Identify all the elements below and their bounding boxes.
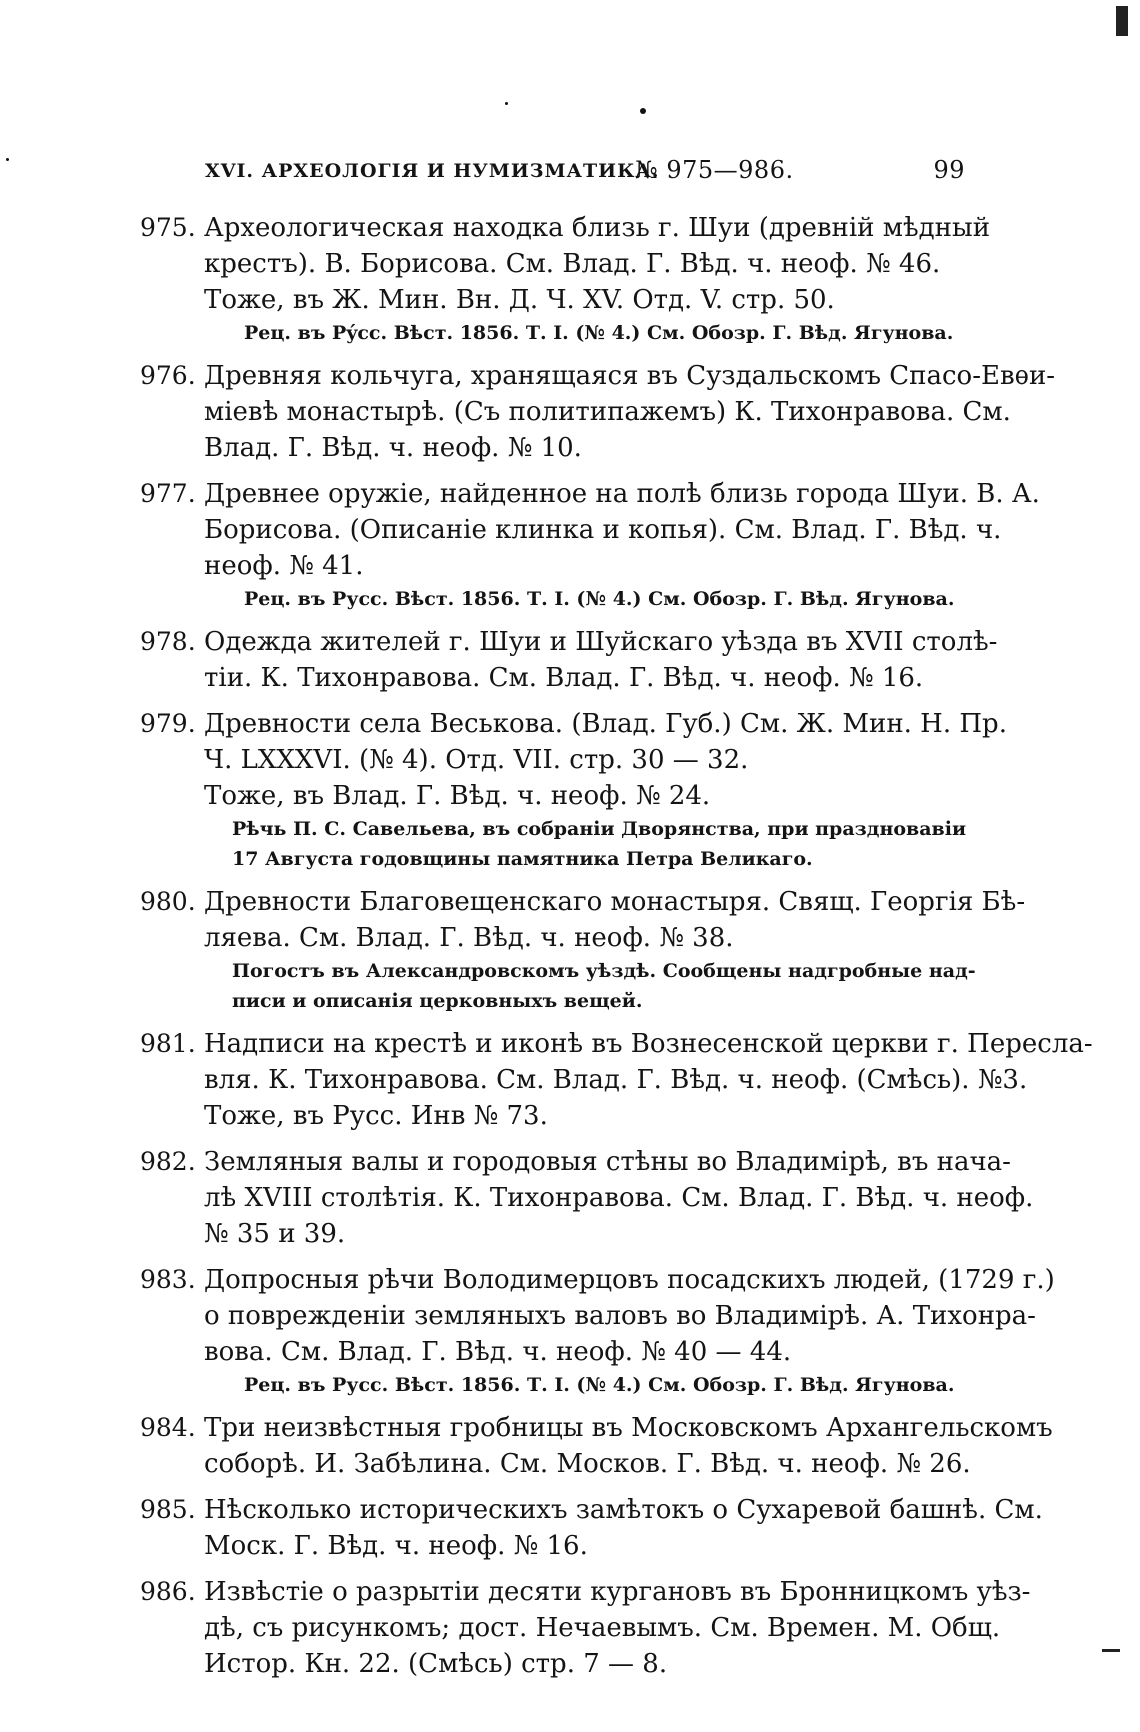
entry-text bbox=[204, 1144, 1034, 1252]
entry-number: 984. bbox=[140, 1413, 196, 1442]
entry-line: ляева. См. Влад. Г. Вѣд. ч. неоф. № 38. bbox=[204, 923, 734, 953]
bibliography-entry bbox=[140, 210, 991, 348]
entry-number: 980. bbox=[140, 887, 196, 916]
entry-line: Древности села Веськова. (Влад. Губ.) См. Ж. Мин. Н. Пр. bbox=[204, 709, 1007, 739]
bibliography-entry bbox=[140, 1026, 1093, 1134]
bibliography-entry bbox=[140, 1574, 1031, 1682]
note-line: Погостъ въ Александровскомъ уѣздѣ. Сообщены надгробные над- bbox=[232, 960, 976, 982]
entry-line: неоф. № 41. bbox=[204, 551, 364, 581]
entry-line: соборѣ. И. Забѣлина. См. Москов. Г. Вѣд. ч. неоф. № 26. bbox=[204, 1449, 971, 1479]
entry-note bbox=[204, 584, 975, 614]
entry-text bbox=[204, 1492, 1043, 1564]
entry-line: Древняя кольчуга, хранящаяся въ Суздальскомъ Спасо-Евѳи- bbox=[204, 361, 1056, 391]
running-header bbox=[205, 156, 965, 192]
entry-number: 976. bbox=[140, 361, 196, 390]
entry-note bbox=[204, 814, 975, 874]
entry-text bbox=[204, 1262, 1055, 1370]
entry-line: Тоже, въ Ж. Мин. Вн. Д. Ч. XV. Отд. V. стр. 50. bbox=[204, 285, 835, 315]
entry-number: 978. bbox=[140, 627, 196, 656]
entry-note bbox=[204, 318, 975, 348]
entry-text bbox=[204, 624, 998, 696]
entry-line: Археологическая находка близь г. Шуи (древній мѣдный bbox=[204, 213, 991, 243]
entry-line: Моск. Г. Вѣд. ч. неоф. № 16. bbox=[204, 1531, 588, 1561]
section-title: XVI. АРХЕОЛОГІЯ И НУМИЗМАТИКА. bbox=[205, 160, 660, 182]
page-number: 99 bbox=[933, 156, 965, 184]
scan-artifact bbox=[1102, 1649, 1120, 1652]
ink-speck bbox=[505, 102, 508, 105]
entry-text bbox=[204, 706, 1007, 814]
entry-line: тіи. К. Тихонравова. См. Влад. Г. Вѣд. ч. неоф. № 16. bbox=[204, 663, 924, 693]
entry-line: Тоже, въ Влад. Г. Вѣд. ч. неоф. № 24. bbox=[204, 781, 711, 811]
bibliography-entry bbox=[140, 1144, 1034, 1252]
entry-line: о поврежденіи земляныхъ валовъ во Владимірѣ. А. Тихонра- bbox=[204, 1301, 1036, 1331]
note-line: Рец. въ Русс. Вѣст. 1856. Т. I. (№ 4.) См. Обозр. Г. Вѣд. Ягунова. bbox=[244, 588, 955, 610]
entry-text bbox=[204, 358, 1056, 466]
entry-text bbox=[204, 210, 991, 318]
entry-line: Влад. Г. Вѣд. ч. неоф. № 10. bbox=[204, 433, 582, 463]
entry-text bbox=[204, 1574, 1031, 1682]
entry-number: 977. bbox=[140, 479, 196, 508]
bibliography-entry bbox=[140, 1262, 1055, 1400]
bibliography-entry bbox=[140, 1492, 1043, 1564]
entry-number: 975. bbox=[140, 213, 196, 242]
entry-line: лѣ XVIII столѣтія. К. Тихонравова. См. Влад. Г. Вѣд. ч. неоф. bbox=[204, 1183, 1034, 1213]
entry-line: Надписи на крестѣ и иконѣ въ Вознесенской церкви г. Пересла- bbox=[204, 1029, 1093, 1059]
entry-text bbox=[204, 1410, 1053, 1482]
entry-number: 981. bbox=[140, 1029, 196, 1058]
note-line: Рец. въ Русс. Вѣст. 1856. Т. I. (№ 4.) См. Обозр. Г. Вѣд. Ягунова. bbox=[244, 1374, 955, 1396]
note-line: Рѣчь П. С. Савельева, въ собраніи Дворянства, при праздновавіи bbox=[232, 818, 967, 840]
entry-text bbox=[204, 884, 1026, 956]
bibliography-entry bbox=[140, 358, 1056, 466]
entry-note bbox=[204, 1370, 975, 1400]
entry-line: Нѣсколько историческихъ замѣтокъ о Сухаревой башнѣ. См. bbox=[204, 1495, 1043, 1525]
entry-number: 983. bbox=[140, 1265, 196, 1294]
entry-line: Три неизвѣстныя гробницы въ Московскомъ Архангельскомъ bbox=[204, 1413, 1053, 1443]
entry-number: 986. bbox=[140, 1577, 196, 1606]
entry-line: № 35 и 39. bbox=[204, 1219, 346, 1249]
entry-line: Тоже, въ Русс. Инв № 73. bbox=[204, 1101, 548, 1131]
entry-line: Борисова. (Описаніе клинка и копья). См. Влад. Г. Вѣд. ч. bbox=[204, 515, 1002, 545]
scan-artifact bbox=[1116, 6, 1128, 36]
entry-text bbox=[204, 476, 1040, 584]
bibliography-entry bbox=[140, 884, 1026, 1016]
entry-number: 979. bbox=[140, 709, 196, 738]
bibliography-entry bbox=[140, 1410, 1053, 1482]
entry-line: Извѣстіе о разрытіи десяти кургановъ въ Бронницкомъ уѣз- bbox=[204, 1577, 1031, 1607]
entry-line: вля. К. Тихонравова. См. Влад. Г. Вѣд. ч. неоф. (Смѣсь). №3. bbox=[204, 1065, 1028, 1095]
note-line: писи и описанія церковныхъ вещей. bbox=[232, 990, 643, 1012]
entry-line: міевѣ монастырѣ. (Съ политипажемъ) К. Тихонравова. См. bbox=[204, 397, 1011, 427]
bibliography-entry bbox=[140, 476, 1040, 614]
ink-speck bbox=[640, 108, 646, 114]
ink-speck bbox=[6, 158, 9, 161]
entry-line: Одежда жителей г. Шуи и Шуйскаго уѣзда въ XVII столѣ- bbox=[204, 627, 998, 657]
entry-number: 982. bbox=[140, 1147, 196, 1176]
bibliography-entry bbox=[140, 624, 998, 696]
entry-line: Земляныя валы и городовыя стѣны во Владимірѣ, въ нача- bbox=[204, 1147, 1011, 1177]
entry-line: дѣ, съ рисункомъ; дост. Нечаевымъ. См. Времен. М. Общ. bbox=[204, 1613, 1001, 1643]
entry-text bbox=[204, 1026, 1093, 1134]
entry-line: Истор. Кн. 22. (Смѣсь) стр. 7 — 8. bbox=[204, 1649, 668, 1679]
note-line: 17 Августа годовщины памятника Петра Великаго. bbox=[232, 848, 813, 870]
entry-line: Древнее оружіе, найденное на полѣ близь города Шуи. В. А. bbox=[204, 479, 1040, 509]
entry-number: 985. bbox=[140, 1495, 196, 1524]
bibliography-list bbox=[140, 210, 1093, 1692]
bibliography-entry bbox=[140, 706, 1007, 874]
entry-range: № 975—986. bbox=[635, 156, 794, 184]
entry-line: крестъ). В. Борисова. См. Влад. Г. Вѣд. ч. неоф. № 46. bbox=[204, 249, 941, 279]
entry-line: Допросныя рѣчи Володимерцовъ посадскихъ людей, (1729 г.) bbox=[204, 1265, 1055, 1295]
entry-line: Древности Благовещенскаго монастыря. Свящ. Георгія Бѣ- bbox=[204, 887, 1026, 917]
entry-line: вова. См. Влад. Г. Вѣд. ч. неоф. № 40 — 44. bbox=[204, 1337, 792, 1367]
note-line: Рец. въ Рýсс. Вѣст. 1856. Т. I. (№ 4.) См. Обозр. Г. Вѣд. Ягунова. bbox=[244, 322, 954, 344]
entry-line: Ч. LXXXVI. (№ 4). Отд. VII. стр. 30 — 32. bbox=[204, 745, 749, 775]
entry-note bbox=[204, 956, 975, 1016]
